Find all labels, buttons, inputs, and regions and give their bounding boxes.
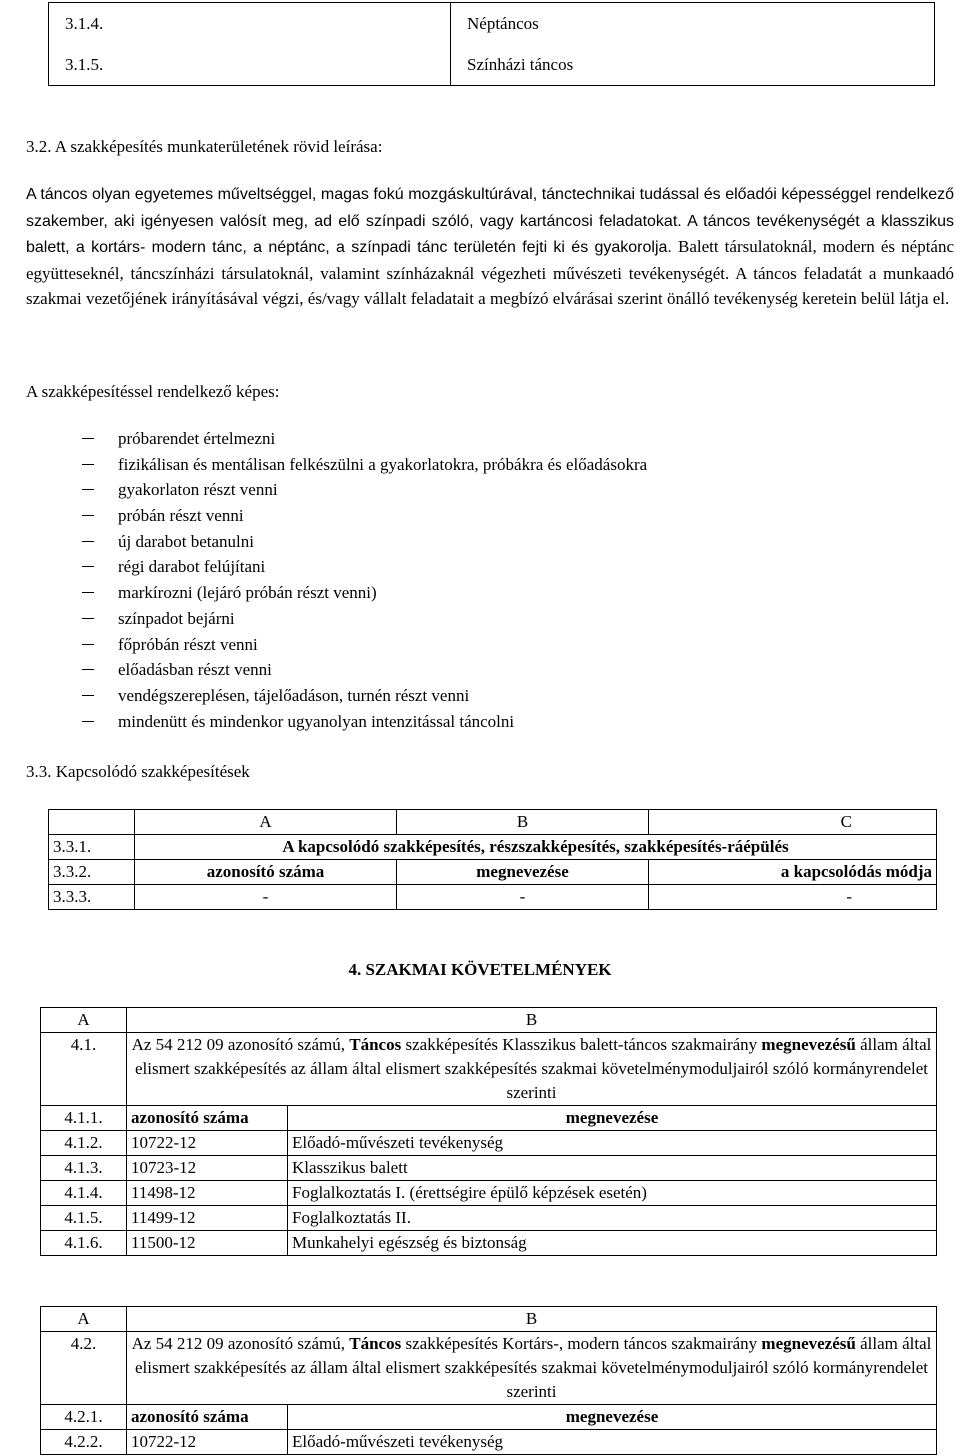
row-name: Színházi táncos xyxy=(467,54,574,74)
column-header-b: B xyxy=(127,1008,937,1033)
list-item-text: mindenütt és mindenkor ugyanolyan intenzitással táncolni xyxy=(118,711,515,731)
list-item-text: próbarendet értelmezni xyxy=(118,429,276,448)
list-item-text: régi darabot felújítani xyxy=(118,557,266,577)
dash-bullet-icon xyxy=(82,592,94,593)
list-item-text: gyakorlaton részt venni xyxy=(118,480,278,500)
module-name: Klasszikus balett xyxy=(288,1156,937,1181)
qualification-table xyxy=(48,2,935,86)
list-item xyxy=(82,683,647,709)
module-name: Munkahelyi egészség és biztonság xyxy=(288,1231,937,1256)
description-text: állam által elismert szakképesítés az állam által elismert szakképesítés szakmai követelménymoduljairól szóló kormányrendelet szerinti xyxy=(134,1334,932,1401)
section-heading-4: 4. SZAKMAI KÖVETELMÉNYEK xyxy=(348,960,612,979)
module-code: 10723-12 xyxy=(127,1156,288,1181)
work-area-description xyxy=(26,181,954,312)
qualification-name: Táncos xyxy=(349,1334,402,1353)
table-row xyxy=(41,1206,937,1231)
table-row xyxy=(49,3,935,45)
table-row xyxy=(41,1106,937,1131)
table-row xyxy=(41,1033,937,1106)
row-number: 4.2.1. xyxy=(41,1405,127,1430)
dash-bullet-icon xyxy=(82,489,94,490)
row-number: 4.1.2. xyxy=(41,1131,127,1156)
requirements-table-4-1 xyxy=(40,1007,937,1256)
list-item xyxy=(82,503,647,529)
list-item xyxy=(82,709,647,735)
row-number: 4.1. xyxy=(41,1033,127,1106)
row-number: 4.1.5. xyxy=(41,1206,127,1231)
cell-value: - xyxy=(649,885,937,910)
cell-value: - xyxy=(397,885,649,910)
row-number: 4.1.3. xyxy=(41,1156,127,1181)
description-part-1: A táncos olyan egyetemes műveltséggel, magas fokú mozgáskultúrával, tánctechnikai tudással és előadói képességgel rendelkező szakember, aki igényesen valósít meg, ad elő színpadi szóló, vagy kartáncosi feladatokat. A táncos tevékenységét a klasszikus balett, a kortárs- modern tánc, a néptánc, a színpadi tánc területén fejti ki és gyakorolja. xyxy=(26,186,954,257)
table-row xyxy=(41,1231,937,1256)
module-code: 10722-12 xyxy=(127,1131,288,1156)
column-header-a: A xyxy=(41,1008,127,1033)
table-row xyxy=(41,1131,937,1156)
abilities-intro: A szakképesítéssel rendelkező képes: xyxy=(26,382,280,401)
module-name: Foglalkoztatás II. xyxy=(288,1206,937,1231)
list-item xyxy=(82,477,647,503)
list-item-text: fizikálisan és mentálisan felkészülni a gyakorlatokra, próbákra és előadásokra xyxy=(118,454,648,474)
table-row xyxy=(49,860,937,885)
column-header-a: A xyxy=(135,810,397,835)
module-name: Előadó-művészeti tevékenység xyxy=(288,1430,937,1455)
table-row xyxy=(41,1156,937,1181)
row-number: 4.2.2. xyxy=(41,1430,127,1455)
code-label: azonosító száma xyxy=(127,1405,288,1430)
description-emphasis: megnevezésű xyxy=(761,1334,856,1353)
module-code: 11498-12 xyxy=(127,1181,288,1206)
dash-bullet-icon xyxy=(82,515,94,516)
description-text: állam által elismert szakképesítés az állam által elismert szakképesítés szakmai követelménymoduljairól szóló kormányrendelet szerinti xyxy=(134,1035,932,1102)
table-header-row xyxy=(49,810,937,835)
cell-code-label: azonosító száma xyxy=(135,860,397,885)
list-item-text: színpadot bejárni xyxy=(118,608,235,628)
description-text: szakképesítés Kortárs-, modern táncos szakmairány xyxy=(401,1334,762,1353)
list-item xyxy=(82,426,647,452)
row-text: A kapcsolódó szakképesítés, részszakképesítés, szakképesítés-ráépülés xyxy=(135,835,937,860)
module-name: Foglalkoztatás I. (érettségire épülő képzések esetén) xyxy=(288,1181,937,1206)
description-text: Az 54 212 09 azonosító számú, xyxy=(131,1035,350,1054)
table-header-row xyxy=(41,1008,937,1033)
abilities-list xyxy=(82,426,647,734)
list-item-text: próbán részt venni xyxy=(118,506,244,526)
table-row xyxy=(41,1430,937,1455)
description-emphasis: megnevezésű xyxy=(761,1035,856,1054)
qualification-name: Táncos xyxy=(349,1035,402,1054)
dash-bullet-icon xyxy=(82,566,94,567)
dash-bullet-icon xyxy=(82,721,94,722)
row-name: Néptáncos xyxy=(467,13,539,33)
dash-bullet-icon xyxy=(82,695,94,696)
row-number: 3.3.1. xyxy=(49,835,135,860)
list-item xyxy=(82,606,647,632)
dash-bullet-icon xyxy=(82,669,94,670)
row-number: 3.1.5. xyxy=(49,44,451,86)
dash-bullet-icon xyxy=(82,618,94,619)
code-label: azonosító száma xyxy=(127,1106,288,1131)
table-header-row xyxy=(41,1307,937,1332)
section-heading-3-3: 3.3. Kapcsolódó szakképesítések xyxy=(26,762,250,781)
qualification-description xyxy=(127,1332,937,1405)
row-number: 4.1.1. xyxy=(41,1106,127,1131)
section-heading-3-2: 3.2. A szakképesítés munkaterületének rövid leírása: xyxy=(26,137,383,156)
list-item xyxy=(82,632,647,658)
dash-bullet-icon xyxy=(82,541,94,542)
row-number: 3.1.4. xyxy=(49,3,451,45)
description-part-2: Balett társulatoknál, modern és néptánc együtteseknél, táncszínházi társulatoknál, valamint színházaknál végezheti művészeti tevékenységét. A táncos feladatát a munkaadó szakmai vezetőjének irányításával végzi, és/vagy vállalt feladatait a megbízó elvárásai szerint önálló tevékenység keretein belül látja el. xyxy=(26,237,955,309)
dash-bullet-icon xyxy=(82,644,94,645)
dash-bullet-icon xyxy=(82,438,94,439)
module-name: Előadó-művészeti tevékenység xyxy=(288,1131,937,1156)
qualification-description xyxy=(127,1033,937,1106)
table-row xyxy=(49,44,935,86)
cell-name-label: megnevezése xyxy=(397,860,649,885)
table-row xyxy=(49,835,937,860)
list-item-text: markírozni (lejáró próbán részt venni) xyxy=(118,583,377,603)
column-header-a: A xyxy=(41,1307,127,1332)
related-qualifications-table xyxy=(48,809,937,910)
row-number: 3.3.3. xyxy=(49,885,135,910)
table-row xyxy=(41,1332,937,1405)
list-item xyxy=(82,580,647,606)
table-row xyxy=(41,1181,937,1206)
table-row xyxy=(41,1405,937,1430)
requirements-table-4-2 xyxy=(40,1306,937,1455)
list-item-text: vendégszereplésen, tájelőadáson, turnén részt venni xyxy=(118,685,470,705)
list-item-text: új darabot betanulni xyxy=(118,531,254,551)
name-label: megnevezése xyxy=(288,1405,937,1430)
list-item-text: előadásban részt venni xyxy=(118,660,272,680)
dash-bullet-icon xyxy=(82,464,94,465)
module-code: 11500-12 xyxy=(127,1231,288,1256)
column-header-b: B xyxy=(127,1307,937,1332)
list-item xyxy=(82,529,647,555)
list-item xyxy=(82,452,647,478)
list-item xyxy=(82,554,647,580)
module-code: 10722-12 xyxy=(127,1430,288,1455)
header-empty-cell xyxy=(49,810,135,835)
module-code: 11499-12 xyxy=(127,1206,288,1231)
cell-value: - xyxy=(135,885,397,910)
name-label: megnevezése xyxy=(288,1106,937,1131)
row-number: 4.2. xyxy=(41,1332,127,1405)
table-row xyxy=(49,885,937,910)
row-number: 3.3.2. xyxy=(49,860,135,885)
column-header-b: B xyxy=(397,810,649,835)
description-text: Az 54 212 09 azonosító számú, xyxy=(131,1334,350,1353)
list-item-text: főpróbán részt venni xyxy=(118,634,258,654)
row-number: 4.1.4. xyxy=(41,1181,127,1206)
list-item xyxy=(82,657,647,683)
cell-mode-label: a kapcsolódás módja xyxy=(649,860,937,885)
row-number: 4.1.6. xyxy=(41,1231,127,1256)
column-header-c: C xyxy=(649,810,937,835)
description-text: szakképesítés Klasszikus balett-táncos szakmairány xyxy=(401,1035,762,1054)
